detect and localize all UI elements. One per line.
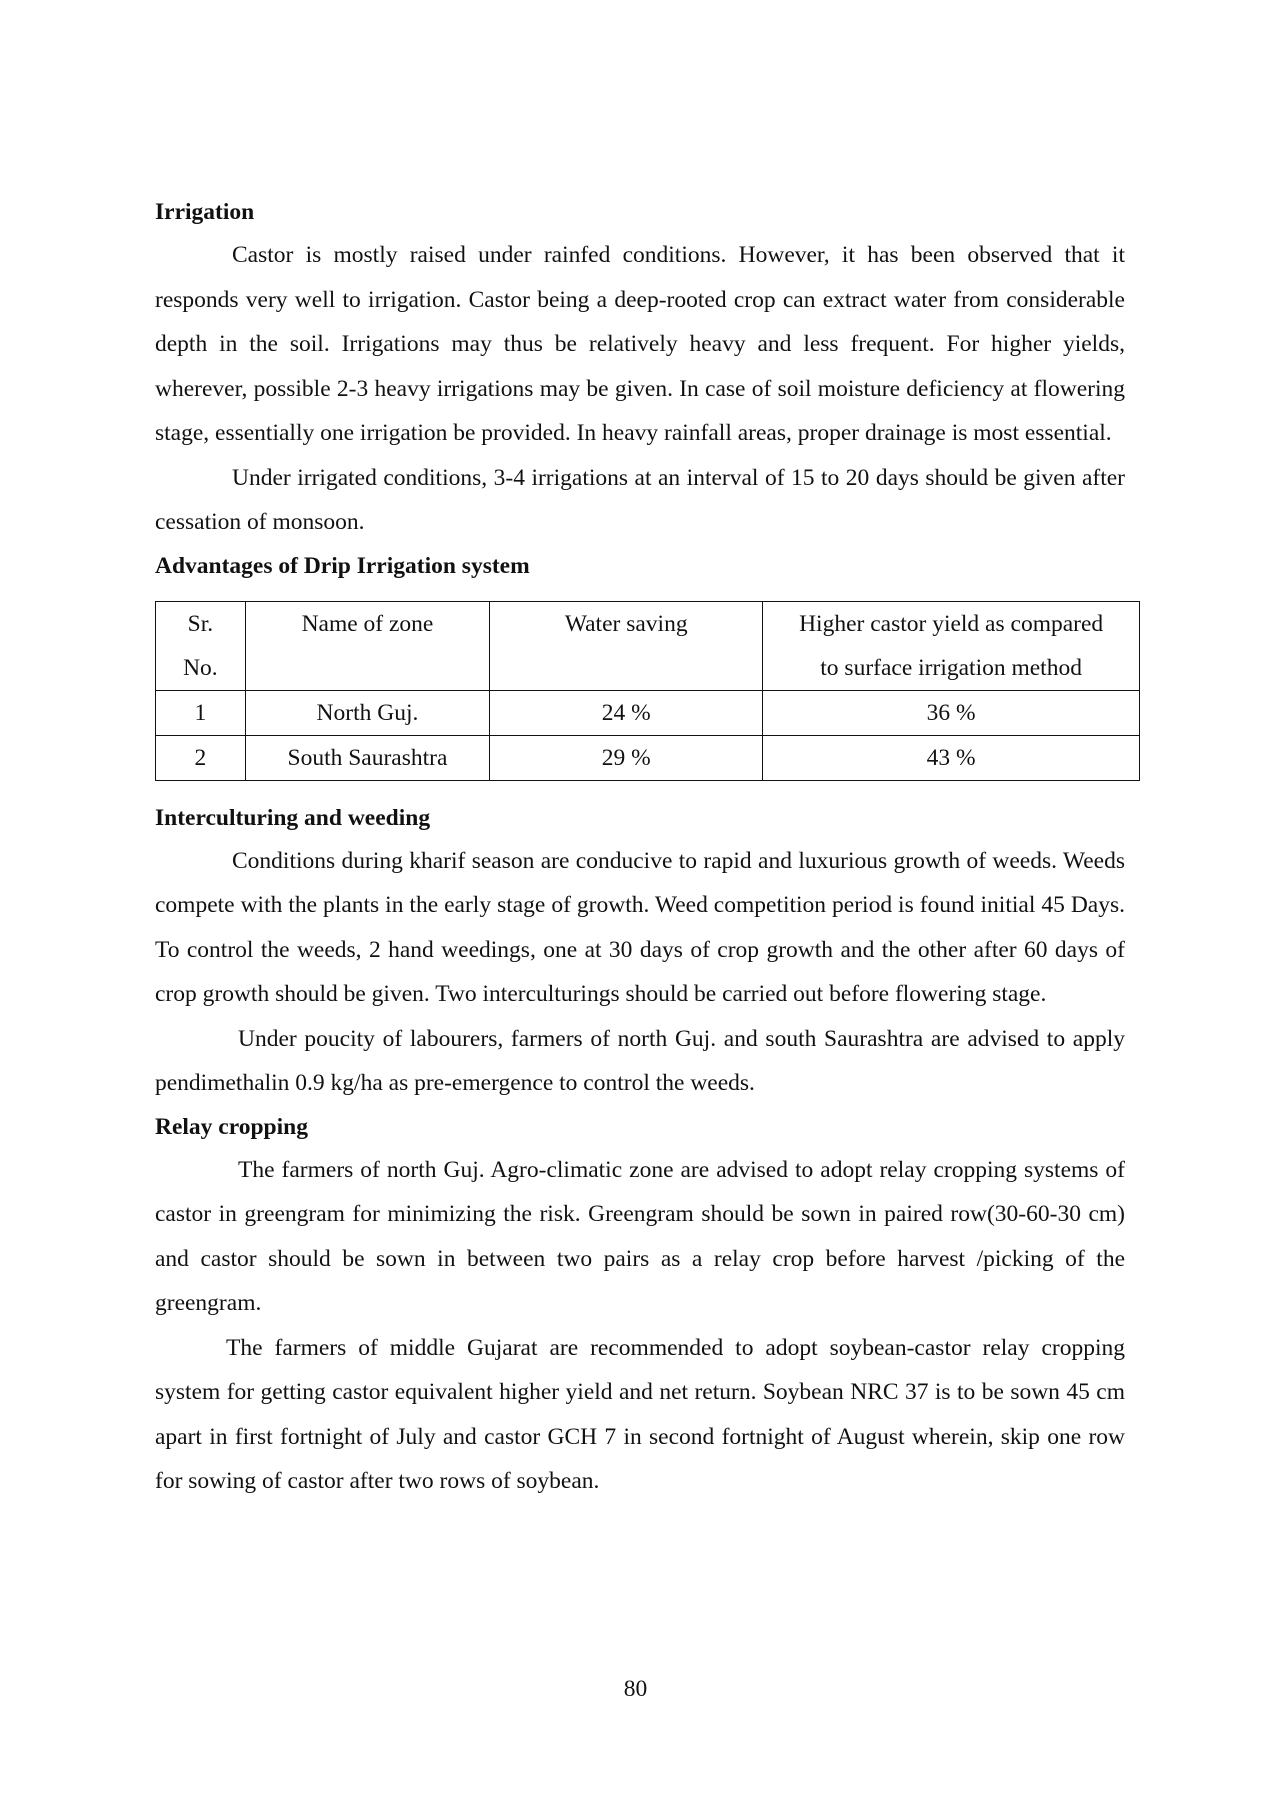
header-sr-no xyxy=(156,601,246,690)
section-heading-relay-cropping: Relay cropping xyxy=(155,1113,308,1140)
cell-water-saving: 24 % xyxy=(490,690,763,735)
cell-water-saving: 29 % xyxy=(490,735,763,780)
table-header-row xyxy=(156,601,1140,690)
paragraph-relay-2: The farmers of middle Gujarat are recommended to adopt soybean-castor relay cropping system for getting castor equivalent higher yield and net return. Soybean NRC 37 is to be sown 45 cm apart in first fortnight of July and castor GCH 7 in second fortnight of August wherein, skip one row for sowing of castor after two rows of soybean. xyxy=(155,1334,1125,1494)
paragraph-irrigation-2: Under irrigated conditions, 3-4 irrigations at an interval of 15 to 20 days should be given after cessation of monsoon. xyxy=(155,464,1125,535)
paragraph-interculturing-2: Under poucity of labourers, farmers of north Guj. and south Saurashtra are advised to apply pendimethalin 0.9 kg/ha as pre-emergence to control the weeds. xyxy=(155,1025,1125,1096)
cell-higher-yield: 36 % xyxy=(763,690,1140,735)
drip-irrigation-table xyxy=(155,601,1140,781)
cell-zone: North Guj. xyxy=(245,690,489,735)
page-body xyxy=(155,197,1125,1504)
header-higher-yield xyxy=(763,601,1140,690)
cell-zone: South Saurashtra xyxy=(245,735,489,780)
section-heading-interculturing: Interculturing and weeding xyxy=(155,804,431,831)
table-row xyxy=(156,690,1140,735)
cell-higher-yield: 43 % xyxy=(763,735,1140,780)
table-row xyxy=(156,735,1140,780)
header-zone-name: Name of zone xyxy=(245,601,489,690)
paragraph-relay-1: The farmers of north Guj. Agro-climatic zone are advised to adopt relay cropping systems of castor in greengram for minimizing the risk. Greengram should be sown in paired row(30-60-30 cm) and castor should be sown in between two pairs as a relay crop before harvest /picking of the greengram. xyxy=(155,1156,1125,1316)
section-heading-irrigation: Irrigation xyxy=(155,199,255,225)
header-label: Sr. No. xyxy=(183,610,218,681)
paragraph-interculturing-1: Conditions during kharif season are conducive to rapid and luxurious growth of weeds. Weeds compete with the plants in the early stage of growth. Weed competition period is found initial 45 Days. To control the weeds, 2 hand weedings, one at 30 days of crop growth and the other after 60 days of crop growth should be given. Two interculturings should be carried out before flowering stage. xyxy=(155,847,1125,1007)
page-number: 80 xyxy=(623,1676,648,1702)
cell-sr-no: 1 xyxy=(156,690,246,735)
header-water-saving: Water saving xyxy=(490,601,763,690)
cell-sr-no: 2 xyxy=(156,735,246,780)
paragraph-irrigation-1: Castor is mostly raised under rainfed conditions. However, it has been observed that it responds very well to irrigation. Castor being a deep-rooted crop can extract water from considerable depth in the soil. Irrigations may thus be relatively heavy and less frequent. For higher yields, wherever, possible 2-3 heavy irrigations may be given. In case of soil moisture deficiency at flowering stage, essentially one irrigation be provided. In heavy rainfall areas, proper drainage is most essential. xyxy=(155,242,1125,446)
section-heading-drip-irrigation: Advantages of Drip Irrigation system xyxy=(155,552,530,579)
header-label: Higher castor yield as compared to surface irrigation method xyxy=(799,610,1104,681)
